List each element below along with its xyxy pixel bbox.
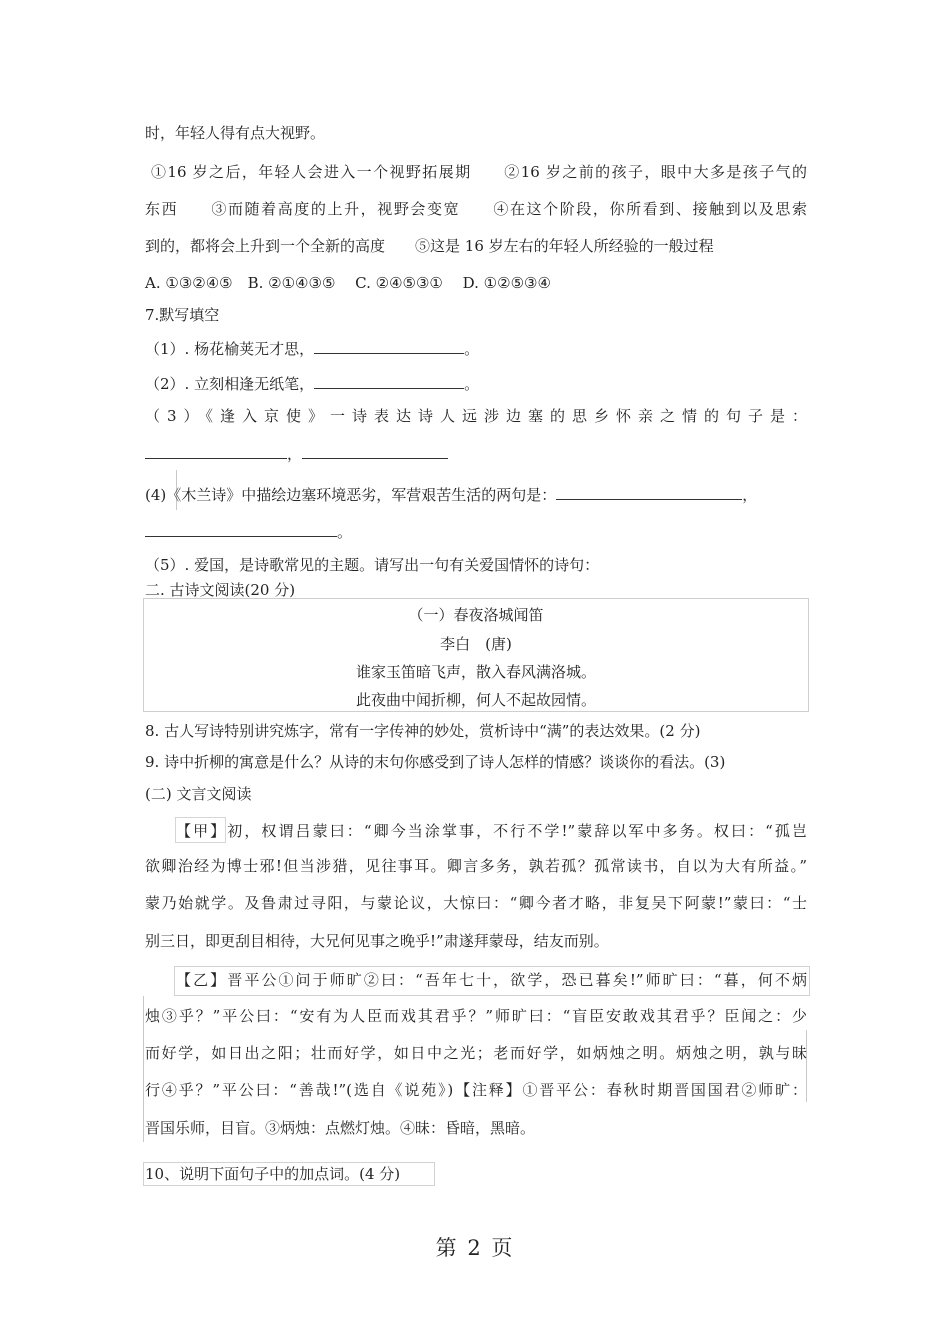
q7-item-2 bbox=[145, 374, 479, 394]
answer-blank[interactable] bbox=[302, 444, 448, 459]
q6-stem-tail: 时，年轻人得有点大视野。 bbox=[145, 124, 326, 142]
q9: 9. 诗中折柳的寓意是什么？从诗的末句你感受到了诗人怎样的情感？谈谈你的看法。(3) bbox=[145, 753, 726, 771]
poem-line-1: 谁家玉笛暗飞声，散入春风满洛城。 bbox=[355, 663, 596, 681]
passage-jia-line-1: 【甲】初，权谓吕蒙曰：“卿今当涂掌事，不行不学!”蒙辞以军中多务。权曰：“孤岂 bbox=[176, 822, 807, 840]
answer-blank[interactable] bbox=[145, 444, 287, 459]
passage-yi-line-1: 【乙】晋平公①问于师旷②曰：“吾年七十，欲学，恐已暮矣!”师旷曰：“暮，何不炳 bbox=[176, 971, 807, 989]
q7-item-1-end: 。 bbox=[464, 340, 480, 358]
q7-item-3-separator: ， bbox=[287, 445, 303, 463]
poem-line-2: 此夜曲中闻折柳，何人不起故园情。 bbox=[355, 691, 596, 709]
passage-yi-line-3: 而好学，如日出之阳；壮而好学，如日中之光；老而好学，如炳烛之明。炳烛之明，孰与昧 bbox=[145, 1044, 807, 1062]
section-2-title: 二. 古诗文阅读(20 分) bbox=[145, 581, 296, 599]
q7-item-4-answer bbox=[145, 522, 352, 542]
q7-item-3: （3）《逢入京使》一诗表达诗人远涉边塞的思乡怀亲之情的句子是： bbox=[145, 407, 807, 425]
q7-item-2-text: （2）. 立刻相逢无纸笔， bbox=[145, 375, 315, 393]
q7-item-4 bbox=[145, 485, 757, 505]
passage-jia-line-3: 蒙乃始就学。及鲁肃过寻阳，与蒙论议，大惊曰：“卿今者才略，非复吴下阿蒙!”蒙曰：“士 bbox=[145, 894, 807, 912]
q7-item-4-separator: ， bbox=[742, 486, 758, 504]
poem-title: （一）春夜洛城闻笛 bbox=[408, 606, 544, 624]
q7-item-1-text: （1）. 杨花榆荚无才思， bbox=[145, 340, 315, 358]
page-number: 第 2 页 bbox=[435, 1236, 515, 1260]
q7-title: 7.默写填空 bbox=[145, 306, 220, 324]
q7-item-2-end: 。 bbox=[464, 375, 480, 393]
q6-options: A. ①③②④⑤ B. ②①④③⑤ C. ②④⑤③① D. ①②⑤③④ bbox=[145, 274, 551, 292]
q6-sentence-line-2: 东西 ③而随着高度的上升，视野会变宽 ④在这个阶段，你所看到、接触到以及思索 bbox=[145, 200, 807, 218]
answer-blank[interactable] bbox=[314, 374, 464, 389]
answer-blank[interactable] bbox=[145, 522, 337, 537]
passage-jia-line-4: 别三日，即更刮目相待，大兄何见事之晚乎!”肃遂拜蒙母，结友而别。 bbox=[145, 932, 609, 950]
passage-yi-line-5: 晋国乐师，目盲。③炳烛：点燃灯烛。④昧：昏暗，黑暗。 bbox=[145, 1119, 536, 1137]
q7-item-5: （5）. 爱国，是诗歌常见的主题。请写出一句有关爱国情怀的诗句： bbox=[145, 556, 600, 574]
passage-jia-line-2: 欲卿治经为博士邪!但当涉猎，见往事耳。卿言多务，孰若孤？孤常读书，自以为大有所益。” bbox=[145, 857, 807, 875]
answer-blank[interactable] bbox=[314, 339, 464, 354]
q8: 8. 古人写诗特别讲究炼字，常有一字传神的妙处，赏析诗中“满”的表达效果。(2 分) bbox=[145, 722, 701, 740]
subsection-2-title: (二) 文言文阅读 bbox=[145, 785, 252, 803]
q7-item-1 bbox=[145, 339, 479, 359]
q6-sentence-line-1: ①16 岁之后，年轻人会进入一个视野拓展期 ②16 岁之前的孩子，眼中大多是孩子气的 bbox=[151, 163, 807, 181]
q7-item-3-answer bbox=[145, 444, 448, 464]
q7-item-4-text: (4)《木兰诗》中描绘边塞环境恶劣，军营艰苦生活的两句是： bbox=[145, 486, 557, 504]
answer-blank[interactable] bbox=[556, 485, 742, 500]
passage-yi-line-2: 烛③乎？”平公曰：“安有为人臣而戏其君乎？”师旷曰：“盲臣安敢戏其君乎？臣闻之：少 bbox=[145, 1007, 807, 1025]
margin-bar bbox=[143, 996, 144, 1142]
q10: 10、说明下面句子中的加点词。(4 分) bbox=[145, 1165, 401, 1183]
passage-yi-line-4: 行④乎？”平公曰：“善哉!”(选自《说苑》)【注释】①晋平公：春秋时期晋国国君②师旷： bbox=[145, 1081, 807, 1099]
q7-item-4-end: 。 bbox=[337, 523, 353, 541]
poem-author: 李白 (唐) bbox=[440, 635, 512, 653]
q6-sentence-line-3: 到的，都将会上升到一个全新的高度 ⑤这是 16 岁左右的年轻人所经验的一般过程 bbox=[145, 237, 714, 255]
